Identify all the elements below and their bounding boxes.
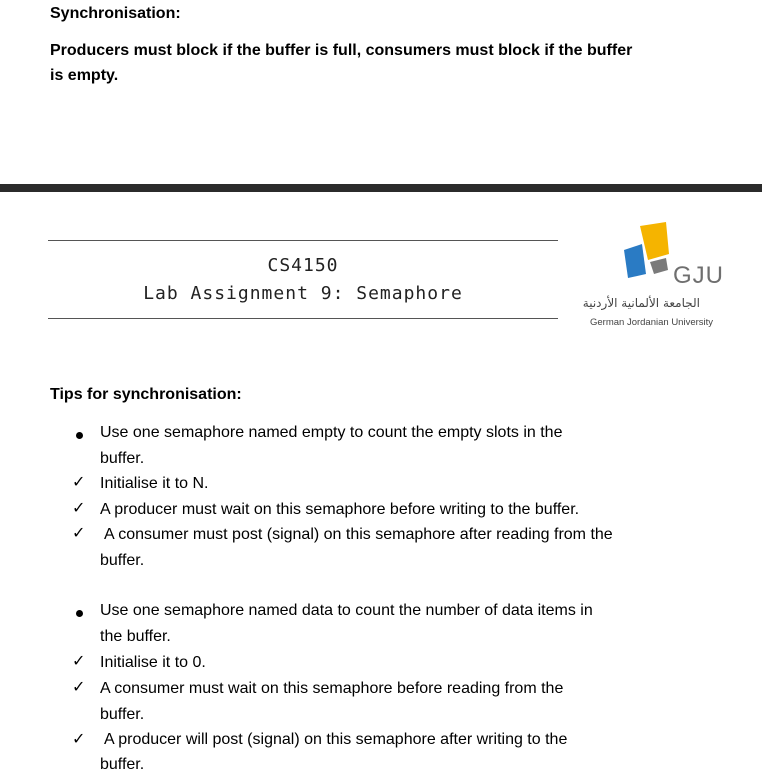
tip-1-check-3-line-1: A consumer must post (signal) on this semaphore after reading from the	[104, 526, 613, 543]
tip-1-check-3-cont	[100, 548, 700, 574]
previous-page-section	[0, 0, 762, 185]
bullet-icon	[76, 610, 83, 617]
tip-1-check-3	[104, 522, 704, 548]
tip-2-check-3-line-1: A producer will post (signal) on this semaphore after writing to the	[104, 731, 568, 748]
tip-bullet-1-line-1: Use one semaphore named empty to count the empty slots in the	[100, 424, 563, 441]
tip-2-check-3-line-2: buffer.	[100, 756, 145, 773]
tip-1-check-2: A producer must wait on this semaphore before writing to the buffer.	[100, 501, 580, 518]
tip-2-check-2	[100, 676, 700, 728]
gju-logo	[560, 218, 760, 333]
tips-heading: Tips for synchronisation:	[50, 386, 242, 403]
checkmark-icon: ✓	[72, 679, 86, 696]
synchronisation-heading: Synchronisation:	[50, 5, 181, 22]
gju-logo-english-name: German Jordanian University	[590, 317, 714, 328]
tip-1-check-1: Initialise it to N.	[100, 475, 209, 492]
tip-2-check-1: Initialise it to 0.	[100, 654, 206, 671]
checkmark-icon: ✓	[72, 500, 86, 517]
course-code: CS4150	[267, 255, 339, 276]
header-top-rule	[48, 240, 558, 241]
tip-2-check-3	[104, 727, 704, 753]
tip-1-check-3-line-2: buffer.	[100, 552, 145, 569]
checkmark-icon: ✓	[72, 653, 86, 670]
checkmark-icon: ✓	[72, 731, 86, 748]
page-break-divider	[0, 184, 762, 192]
tip-2-check-2-line-1: A consumer must wait on this semaphore before reading from the	[100, 680, 564, 697]
gju-logo-abbrev: GJU	[673, 262, 724, 289]
assignment-title: Lab Assignment 9: Semaphore	[143, 283, 463, 304]
tip-2-check-3-cont	[100, 752, 700, 778]
synchronisation-rule	[50, 38, 680, 88]
checkmark-icon: ✓	[72, 474, 86, 491]
gju-logo-arabic-name: الجامعة الألمانية الأردنية	[582, 296, 700, 310]
tip-bullet-2	[100, 598, 700, 650]
bullet-icon	[76, 432, 83, 439]
synchronisation-rule-line-1: Producers must block if the buffer is full, consumers must block if the buffer	[50, 42, 633, 59]
tip-bullet-1-line-2: buffer.	[100, 450, 145, 467]
tip-2-check-2-line-2: buffer.	[100, 706, 145, 723]
header-bottom-rule	[48, 318, 558, 319]
tip-bullet-2-line-1: Use one semaphore named data to count the number of data items in	[100, 602, 593, 619]
synchronisation-rule-line-2: is empty.	[50, 67, 119, 84]
tip-bullet-2-line-2: the buffer.	[100, 628, 171, 645]
checkmark-icon: ✓	[72, 525, 86, 542]
gju-logo-mark-icon	[620, 222, 680, 280]
tip-bullet-1	[100, 420, 700, 472]
